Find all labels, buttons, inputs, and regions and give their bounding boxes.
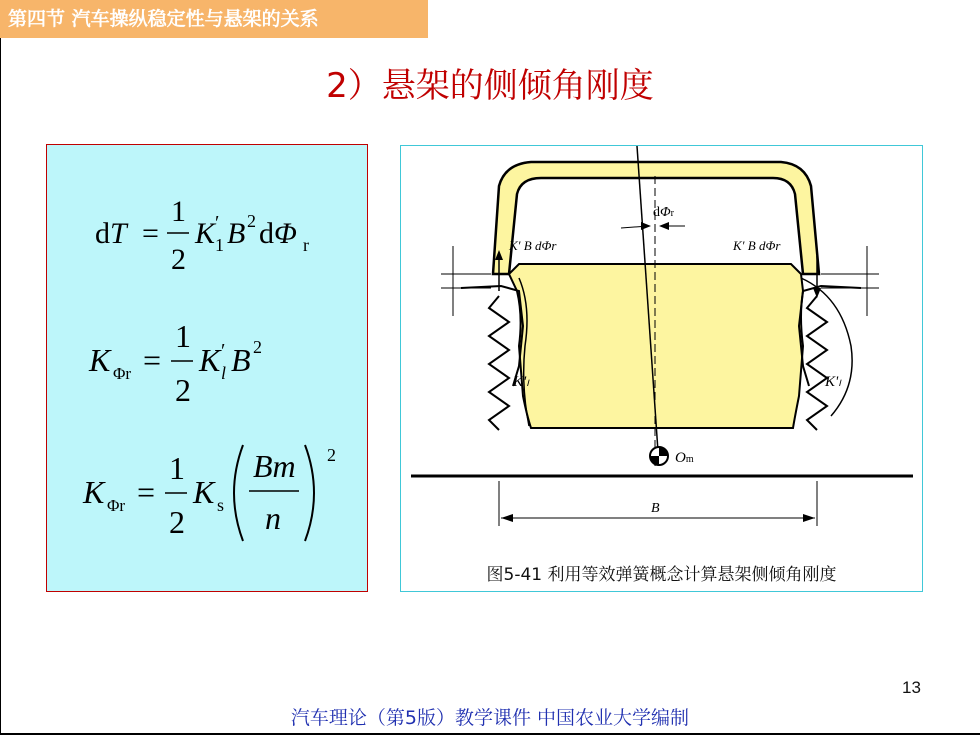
svg-text:Bm: Bm xyxy=(253,448,296,484)
svg-text:2: 2 xyxy=(327,445,336,465)
dphi-label: dΦr xyxy=(653,205,675,220)
svg-text:=: = xyxy=(142,217,159,250)
k-left-label: K'ₗ xyxy=(513,374,529,390)
svg-text:B: B xyxy=(227,217,246,250)
suspension-figure xyxy=(400,145,923,592)
svg-text:1: 1 xyxy=(175,318,191,354)
svg-text:′: ′ xyxy=(221,340,226,362)
svg-text:1: 1 xyxy=(171,195,186,228)
svg-text:K′ B dΦr: K′ B dΦr xyxy=(509,238,557,253)
svg-text:dΦ: dΦ xyxy=(259,217,297,250)
right-spring xyxy=(807,296,827,430)
slide-title: 2）悬架的侧倾角刚度 xyxy=(326,66,654,106)
formula-3 xyxy=(82,445,336,541)
svg-text:2: 2 xyxy=(175,372,191,408)
svg-text:2: 2 xyxy=(169,504,185,540)
svg-text:1: 1 xyxy=(215,235,224,255)
left-spring xyxy=(489,296,509,430)
formula-1 xyxy=(95,195,309,276)
svg-text:=: = xyxy=(143,342,162,378)
svg-text:1: 1 xyxy=(169,450,185,486)
svg-text:Φr: Φr xyxy=(107,496,126,515)
svg-text:=: = xyxy=(137,474,156,510)
svg-text:s: s xyxy=(217,495,225,515)
svg-text:2: 2 xyxy=(247,211,256,231)
svg-text:B: B xyxy=(231,342,251,378)
svg-text:K′ B dΦr: K′ B dΦr xyxy=(733,238,781,253)
slide-left-border xyxy=(0,0,1,735)
svg-text:2: 2 xyxy=(253,337,262,357)
page-number: 13 xyxy=(902,678,921,697)
om-label: Om xyxy=(675,450,694,466)
section-label: 第四节 汽车操纵稳定性与悬架的关系 xyxy=(8,8,319,30)
svg-text:K: K xyxy=(193,474,215,510)
svg-text:l: l xyxy=(221,363,227,383)
svg-text:r: r xyxy=(303,235,309,255)
body-shape xyxy=(509,264,803,428)
formula-2 xyxy=(88,318,262,408)
svg-text:K: K xyxy=(199,342,221,378)
svg-text:K: K xyxy=(89,342,111,378)
formula-svg xyxy=(47,145,367,591)
section-header-tab xyxy=(0,0,428,38)
figure-caption: 图5-41 利用等效弹簧概念计算悬架侧倾角刚度 xyxy=(486,565,837,585)
svg-text:dT: dT xyxy=(95,217,127,250)
k-right-label: K'ₗ xyxy=(825,374,841,390)
svg-text:n: n xyxy=(265,500,281,536)
suspension-diagram xyxy=(401,146,922,556)
b-label: B xyxy=(651,501,660,516)
svg-text:K: K xyxy=(195,217,216,250)
footer-text: 汽车理论（第5版）教学课件 中国农业大学编制 xyxy=(290,707,690,729)
svg-text:K: K xyxy=(83,474,105,510)
formula-panel xyxy=(46,144,368,592)
svg-text:′: ′ xyxy=(215,212,220,234)
svg-text:Φr: Φr xyxy=(113,364,132,383)
svg-text:2: 2 xyxy=(171,243,186,276)
